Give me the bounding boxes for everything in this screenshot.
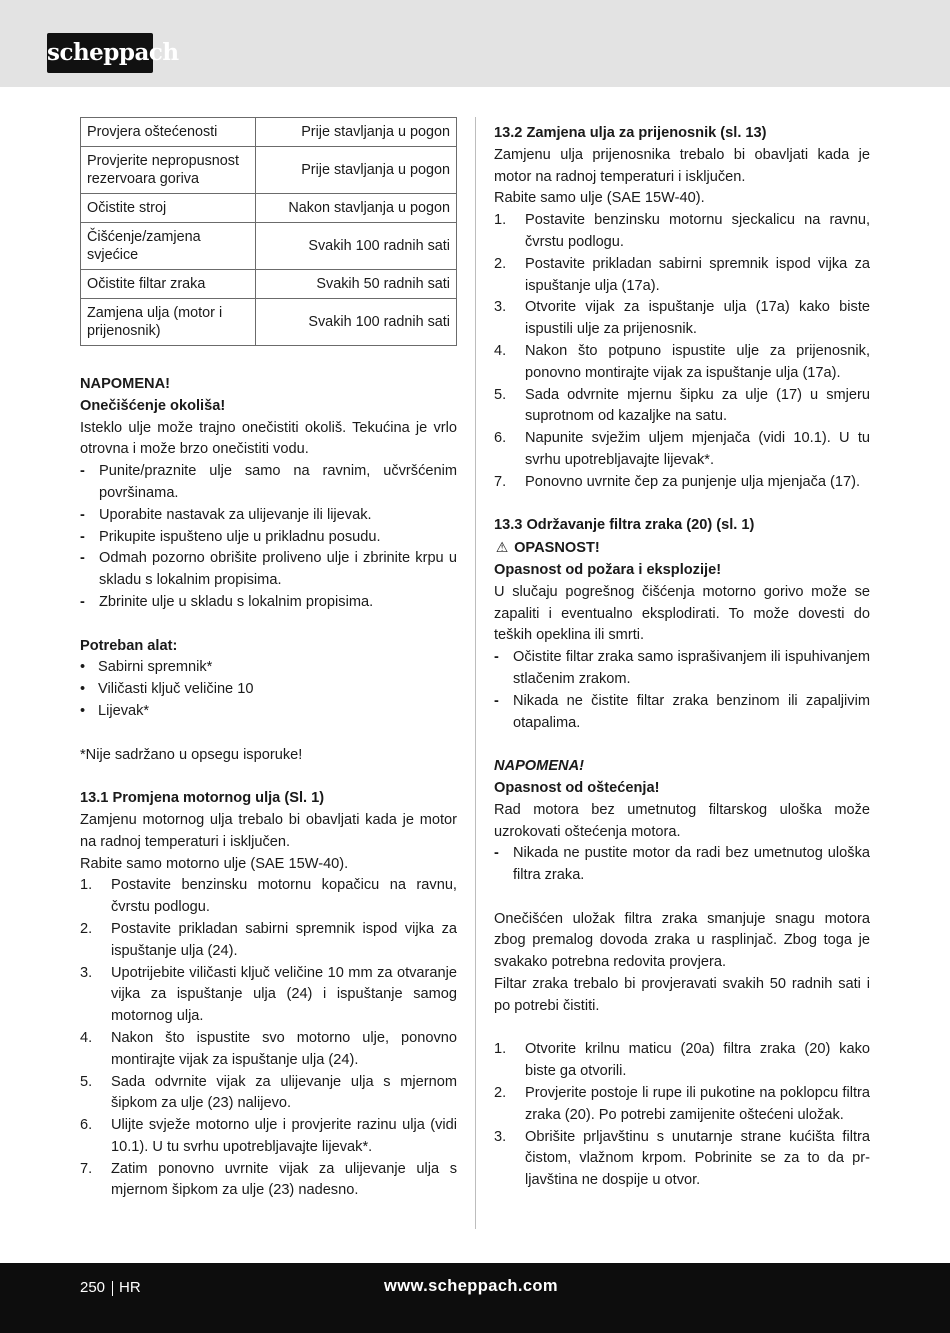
list-item: - Nikada ne čistite filtar zraka benzinom ili zapaljivim otapalima.	[494, 692, 870, 731]
page-number: 250	[80, 1279, 106, 1296]
table-row	[81, 194, 457, 223]
list-item: - Nikada ne pustite motor da radi bez umetnutog uloška filtra zraka.	[494, 845, 870, 884]
table-cell-interval: Svakih 100 radnih sati	[256, 299, 457, 346]
section-heading-13-1: 13.1 Promjena motornog ulja (Sl. 1)	[80, 790, 325, 807]
tools-list	[80, 657, 457, 722]
table-row	[81, 147, 457, 194]
tools-heading: Potreban alat:	[80, 637, 178, 654]
footnote: *Nije sadržano u opsegu isporuke!	[80, 746, 303, 763]
table-row	[81, 118, 457, 147]
list-item: 2. Postavite prikladan sabirni spremnik ispod vijka za ispuštanje ulja (17a).	[494, 255, 870, 294]
list-item: • Viličasti ključ veličine 10	[80, 681, 254, 698]
list-item: 1. Postavite benzinsku motornu kopačicu na ravnu, čvrstu podlogu.	[80, 877, 457, 916]
steps-13-1	[80, 875, 457, 1202]
list-item: 2. Postavite prikladan sabirni spremnik ispod vijka za ispuštanje ulja (24).	[80, 920, 457, 959]
list-item: 1. Otvorite krilnu maticu (20a) filtra zraka (20) kako biste ga otvorili.	[494, 1041, 870, 1080]
danger-subheading: Opasnost od požara i eksplozije!	[494, 561, 722, 578]
oil-spec: Rabite samo motorno ulje (SAE 15W-40).	[80, 855, 349, 872]
note-text: Rad motora bez umetnutog filtarskog uloška može uzrokovati oštećenja motora.	[494, 801, 870, 840]
table-cell-interval: Prije stavljanja u pogon	[256, 147, 457, 194]
footer-bar	[0, 1263, 950, 1333]
list-item: 5. Sada odvrnite vijak za ulijevanje ulja s mjernom šipkom za ulje (23) nalijevo.	[80, 1073, 457, 1112]
list-item: - Punite/praznite ulje samo na ravnim, učvršćenim površinama.	[80, 463, 457, 501]
table-row	[81, 299, 457, 346]
warning-triangle-icon: ⚠	[495, 539, 509, 556]
section-heading-13-2: 13.2 Zamjena ulja za prijenosnik (sl. 13)	[494, 125, 767, 141]
list-item: - Zbrinite ulje u skladu s lokalnim propisima.	[80, 593, 374, 610]
list-item: 4. Nakon što ispustite svo motorno ulje, ponovno montirajte vijak za ispuštanje ulja (24).	[80, 1029, 457, 1068]
steps-filter	[494, 1039, 870, 1192]
table-row	[81, 223, 457, 270]
paragraph: Onečišćen uložak filtra zraka smanjuje snagu motora zbog premalog dovoda zraka u rasplinjač. Zbog toga je svakako potrebna redovita provjera.	[494, 910, 870, 971]
list-item: • Sabirni spremnik*	[80, 659, 213, 676]
list-item: 6. Ulijte svježe motorno ulje i provjerite razinu ulja (vidi 10.1). U tu svrhu upotrebljavajte lijevak*.	[80, 1117, 457, 1155]
right-column	[494, 123, 870, 1192]
left-column	[80, 117, 457, 1202]
oil-spec: Rabite samo ulje (SAE 15W-40).	[494, 190, 705, 207]
steps-13-2	[494, 210, 870, 493]
header-bar	[0, 0, 950, 87]
list-item: 3. Obrišite prljavštinu s unutarnje strane kućišta filtra čistom, vlažnom krpom. Pobrinite se za to da prljavština ne dospije u otvor.	[494, 1128, 870, 1189]
list-item: • Lijevak*	[80, 702, 150, 719]
note-list	[494, 843, 870, 887]
table-cell-task: Provjera oštećenosti	[81, 118, 256, 147]
list-item: 4. Nakon što potpuno ispustite ulje za prijenosnik, ponovno montirajte vijak za ispuštanje ulja (17a).	[494, 342, 870, 381]
list-item: 5. Sada odvrnite mjernu šipku za ulje (17) u smjeru suprotnom od kazaljke na satu.	[494, 386, 870, 425]
table-cell-interval: Nakon stavljanja u pogon	[256, 194, 457, 223]
note-heading: NAPOMENA!	[80, 376, 170, 392]
table-cell-interval: Svakih 50 radnih sati	[256, 270, 457, 299]
list-item: 3. Otvorite vijak za ispuštanje ulja (17a) kako biste ispustili ulje za prijenosnik.	[494, 299, 870, 338]
table-cell-task: Provjerite nepropusnost rezervoara goriva	[81, 147, 256, 194]
section-intro: Zamjenu motornog ulja trebalo bi obavljati kada je motor na radnoj temperaturi i isključen.	[80, 811, 457, 850]
list-item: - Prikupite ispušteno ulje u prikladnu posudu.	[80, 528, 381, 545]
list-item: 1. Postavite benzinsku motornu sjeckalicu na ravnu, čvrstu podlogu.	[494, 212, 870, 250]
table-cell-task: Očistite stroj	[81, 194, 256, 223]
list-item: 6. Napunite svježim uljem mjenjača (vidi 10.1). U tu svrhu upotrebljavajte lijevak*.	[494, 430, 870, 468]
table-row	[81, 270, 457, 299]
list-item: - Uporabite nastavak za ulijevanje ili lijevak.	[80, 506, 372, 523]
scheppach-logo: scheppach	[47, 33, 153, 73]
list-item: 7. Ponovno uvrnite čep za punjenje ulja mjenjača (17).	[494, 473, 861, 490]
language-code: HR	[119, 1279, 141, 1296]
list-item: 3. Upotrijebite viličasti ključ veličine 10 mm za otvaranje vijka za ispuštanje ulja (24) i ispuštanje samog motornog ulja.	[80, 964, 457, 1025]
table-cell-task: Očistite filtar zraka	[81, 270, 256, 299]
footer-divider	[112, 1281, 113, 1296]
danger-heading: ⚠ OPASNOST!	[494, 537, 870, 560]
table-cell-task: Čišćenje/zamjena svjećice	[81, 223, 256, 270]
table-cell-interval: Prije stavljanja u pogon	[256, 118, 457, 147]
danger-text: U slučaju pogrešnog čišćenja motorno gorivo može se zapaliti i eventualno eksplodirati. To može dovesti do teških opeklina ili smrti.	[494, 583, 870, 644]
note-subheading: Opasnost od oštećenja!	[494, 779, 660, 796]
paragraph: Filtar zraka trebalo bi provjeravati svakih 50 radnih sati i po potrebi čistiti.	[494, 976, 870, 1014]
table-cell-task: Zamjena ulja (motor i prijenosnik)	[81, 299, 256, 346]
list-item: - Očistite filtar zraka samo isprašivanjem ili ispuhivanjem stlačenim zrakom.	[494, 649, 870, 687]
maintenance-table	[80, 117, 457, 346]
note-heading: NAPOMENA!	[494, 758, 584, 775]
list-item: 7. Zatim ponovno uvrnite vijak za ulijevanje ulja s mjernom šipkom za ulje (23) nadesno.	[80, 1160, 457, 1199]
section-intro: Zamjenu ulja prijenosnika trebalo bi obavljati kada je motor na radnoj temperaturi i isključen.	[494, 146, 870, 185]
list-item: 2. Provjerite postoje li rupe ili pukotine na poklopcu filtra zraka (20). Po potrebi zamijenite oštećeni uložak.	[494, 1085, 870, 1123]
note-subheading: Onečišćenje okoliša!	[80, 397, 226, 414]
note-list	[80, 461, 457, 614]
column-divider	[475, 117, 476, 1229]
table-cell-interval: Svakih 100 radnih sati	[256, 223, 457, 270]
list-item: - Odmah pozorno obrišite proliveno ulje i zbrinite krpu u skladu s lokalnim propisima.	[80, 550, 457, 589]
website-link[interactable]: www.scheppach.com	[384, 1277, 558, 1295]
danger-list	[494, 647, 870, 734]
note-text: Isteklo ulje može trajno onečistiti okoliš. Tekućina je vrlo otrovna i može brzo onečistiti vodu.	[80, 419, 457, 458]
section-heading-13-3: 13.3 Održavanje filtra zraka (20) (sl. 1)	[494, 517, 755, 534]
